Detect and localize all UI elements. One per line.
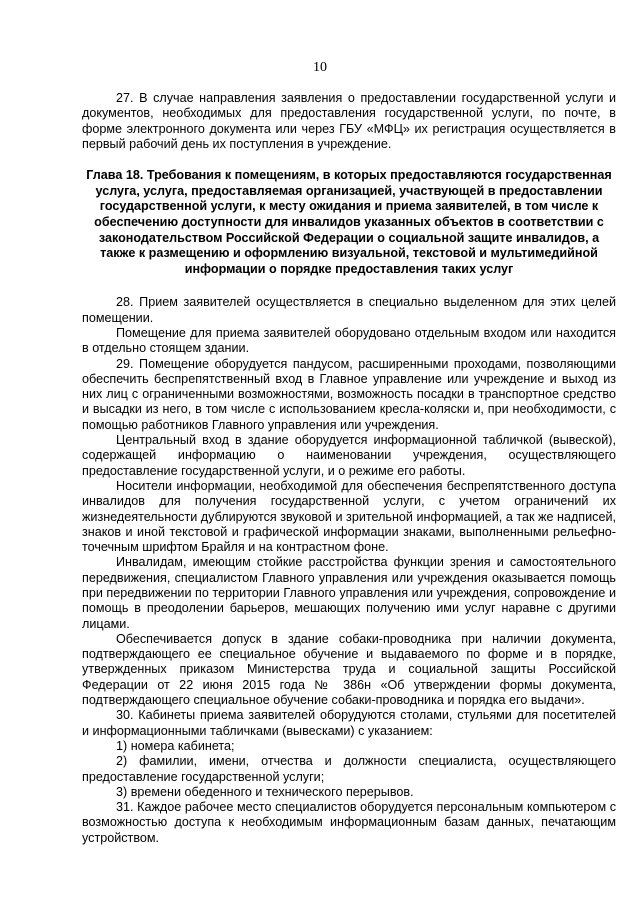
- list-item-30-2: 2) фамилии, имени, отчества и должности специалиста, осуществляющего предоставление государственной услуги;: [82, 754, 616, 784]
- chapter-heading: Глава 18. Требования к помещениям, в которых предоставляются государственная услуга, услуга, предоставляемая организацией, участвующей в предоставлении государственной услуги, к месту ожидания и приема заявителей, в том числе к обеспечению доступности для инвалидов указанных объектов в соответствии с законодательством Российской Федерации о социальной защите инвалидов, а также к размещению и оформлению визуальной, текстовой и мультимедийной информации о порядке предоставления таких услуг: [86, 168, 612, 276]
- paragraph-30: 30. Кабинеты приема заявителей оборудуются столами, стульями для посетителей и информационными табличками (вывесками) с указанием:: [82, 708, 616, 738]
- paragraph-28: 28. Прием заявителей осуществляется в специально выделенном для этих целей помещении.: [82, 295, 616, 325]
- paragraph-31: 31. Каждое рабочее место специалистов оборудуется персональным компьютером с возможностью доступа к необходимым информационным базам данных, печатающим устройством.: [82, 800, 616, 845]
- paragraph-29: 29. Помещение оборудуется пандусом, расширенными проходами, позволяющими обеспечить беспрепятственный вход в Главное управление или учреждение и выход из них лиц с ограниченными возможностями, возможность посадки в транспортное средство и высадки из него, в том числе с использованием кресла-коляски и, при необходимости, с помощью работников Главного управления или учреждения.: [82, 356, 616, 432]
- list-item-30-1: 1) номера кабинета;: [116, 738, 235, 753]
- paragraph-29-guide-dog: Обеспечивается допуск в здание собаки-проводника при наличии документа, подтверждающего ее специальное обучение и выдаваемого по форме и в порядке, утвержденных приказом Министерства труда и социальной защиты Российской Федерации от 22 июня 2015 года № 386н «Об утверждении формы документа, подтверждающего специальное обучение собаки-проводника и порядка его выдачи».: [82, 631, 616, 708]
- paragraph-29-assistance: Инвалидам, имеющим стойкие расстройства функции зрения и самостоятельного передвижения, специалистом Главного управления или учреждения оказывается помощь при передвижении по территории Главного управления или учреждения, сопровождение и помощь в преодолении барьеров, мешающих получению ими услуг наравне с другими лицами.: [82, 555, 616, 631]
- paragraph-28-room: Помещение для приема заявителей оборудовано отдельным входом или находится в отдельно стоящем здании.: [82, 325, 616, 356]
- paragraph-27: 27. В случае направления заявления о предоставлении государственной услуги и документов, необходимых для предоставления государственной услуги, по почте, в форме электронного документа или через ГБУ «МФЦ» их регистрация осуществляется в первый рабочий день их поступления в учреждение.: [82, 91, 616, 151]
- paragraph-29-entrance: Центральный вход в здание оборудуется информационной табличкой (вывеской), содержащей информацию о наименовании учреждения, осуществляющего предоставление государственной услуги, и о режиме его работы.: [82, 433, 616, 478]
- paragraph-29-info-carriers: Носители информации, необходимой для обеспечения беспрепятственного доступа инвалидов для получения государственной услуги, с учетом ограничений их жизнедеятельности дублируются звуковой и зрительной информацией, а так же надписей, знаков и иной текстовой и графической информации знаками, выполненными рельефно-точечным шрифтом Брайля и на контрастном фоне.: [82, 478, 616, 555]
- list-item-30-3: 3) времени обеденного и технического перерывов.: [116, 784, 414, 799]
- page-number: 10: [313, 60, 327, 75]
- document-body: [82, 91, 616, 846]
